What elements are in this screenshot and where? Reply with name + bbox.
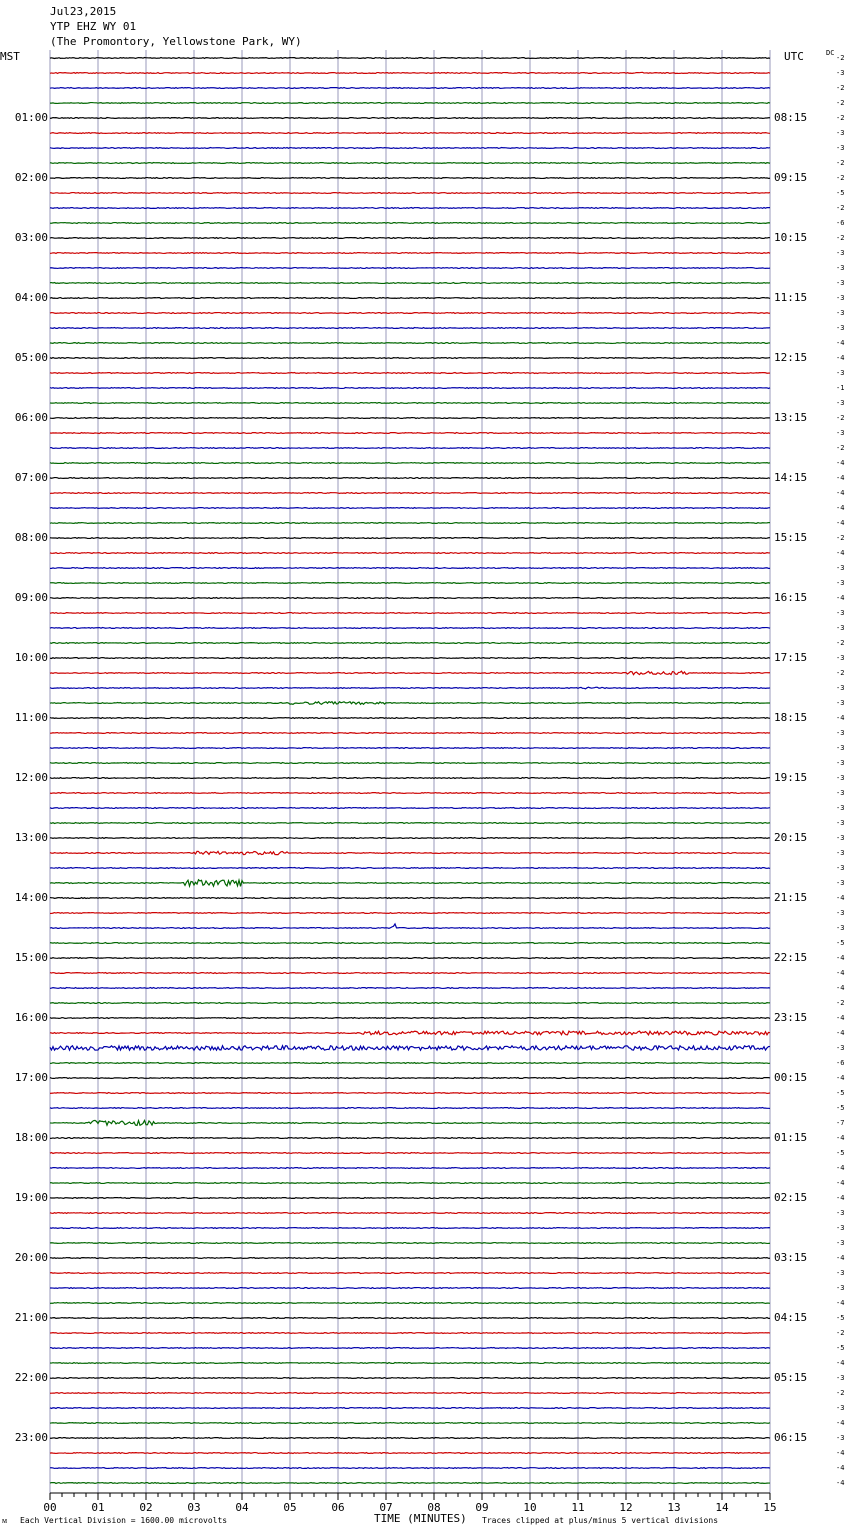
seismic-trace <box>50 808 770 809</box>
seismic-trace <box>50 418 770 419</box>
dc-offset-value: -2 <box>836 1389 845 1397</box>
time-tick-label: 13 <box>667 1501 681 1514</box>
seismic-trace <box>50 553 770 554</box>
seismic-trace <box>50 1288 770 1289</box>
seismic-trace <box>50 880 770 887</box>
dc-offset-value: -3 <box>836 1374 845 1382</box>
dc-offset-value: -3 <box>836 624 845 632</box>
hour-label-local: 18:00 <box>14 1131 48 1144</box>
seismic-trace <box>50 343 770 344</box>
dc-offset-value: -4 <box>836 1254 845 1262</box>
dc-offset-value: -5 <box>836 939 845 947</box>
hour-label-utc: 12:15 <box>774 351 808 364</box>
dc-offset-value: -2 <box>836 84 845 92</box>
seismic-trace <box>50 493 770 494</box>
dc-offset-value: -3 <box>836 429 845 437</box>
seismic-trace <box>50 1198 770 1199</box>
dc-offset-value: -6 <box>836 1059 845 1067</box>
seismic-trace <box>50 72 770 73</box>
dc-offset-value: -4 <box>836 1449 845 1457</box>
time-tick-label: 07 <box>379 1501 393 1514</box>
dc-offset-value: -5 <box>836 1344 845 1352</box>
dc-offset-value: -3 <box>836 249 845 257</box>
hour-label-utc: 04:15 <box>774 1311 808 1324</box>
dc-offset-value: -3 <box>836 744 845 752</box>
seismic-trace <box>50 1120 770 1125</box>
hour-label-utc: 21:15 <box>774 891 808 904</box>
left-timezone-label: MST <box>0 50 20 63</box>
dc-offset-value: -3 <box>836 729 845 737</box>
seismic-trace <box>50 373 770 374</box>
hour-label-utc: 13:15 <box>774 411 808 424</box>
seismic-trace <box>50 1168 770 1169</box>
hour-label-local: 16:00 <box>14 1011 48 1024</box>
dc-offset-value: -4 <box>836 714 845 722</box>
dc-offset-value: -3 <box>836 684 845 692</box>
dc-offset-value: -3 <box>836 819 845 827</box>
seismic-trace <box>50 924 770 929</box>
time-tick-label: 01 <box>91 1501 105 1514</box>
hour-label-local: 19:00 <box>14 1191 48 1204</box>
seismic-trace <box>50 88 770 89</box>
hour-label-local: 04:00 <box>14 291 48 304</box>
seismic-trace <box>50 328 770 329</box>
seismic-trace <box>50 913 770 914</box>
dc-offset-value: -3 <box>836 264 845 272</box>
seismic-trace <box>50 718 770 719</box>
seismic-trace <box>50 943 770 944</box>
hour-label-utc: 08:15 <box>774 111 808 124</box>
time-tick-label: 10 <box>523 1501 537 1514</box>
right-timezone-label: UTC <box>784 50 804 63</box>
seismic-trace <box>50 448 770 449</box>
seismic-trace <box>50 1438 770 1439</box>
dc-offset-value: -2 <box>836 114 845 122</box>
dc-offset-value: -5 <box>836 189 845 197</box>
seismic-trace <box>50 268 770 269</box>
dc-offset-value: -3 <box>836 129 845 137</box>
time-tick-label: 05 <box>283 1501 297 1514</box>
hour-label-utc: 05:15 <box>774 1371 808 1384</box>
seismic-trace <box>50 763 770 764</box>
dc-offset-value: -2 <box>836 174 845 182</box>
hour-label-local: 07:00 <box>14 471 48 484</box>
seismic-trace <box>50 1243 770 1244</box>
dc-offset-value: -4 <box>836 489 845 497</box>
time-tick-label: 14 <box>715 1501 729 1514</box>
dc-offset-value: -2 <box>836 54 845 62</box>
dc-offset-value: -4 <box>836 1074 845 1082</box>
dc-offset-value: -2 <box>836 639 845 647</box>
dc-offset-value: -2 <box>836 999 845 1007</box>
dc-offset-value: -3 <box>836 1239 845 1247</box>
time-tick-label: 15 <box>763 1501 777 1514</box>
hour-label-local: 15:00 <box>14 951 48 964</box>
dc-offset-value: -3 <box>836 324 845 332</box>
dc-offset-value: -4 <box>836 1014 845 1022</box>
hour-label-utc: 03:15 <box>774 1251 808 1264</box>
dc-offset-header: DC <box>826 49 835 57</box>
seismic-trace <box>50 838 770 839</box>
seismic-trace <box>50 1333 770 1334</box>
hour-label-local: 01:00 <box>14 111 48 124</box>
dc-offset-value: -2 <box>836 99 845 107</box>
time-tick-label: 12 <box>619 1501 633 1514</box>
seismic-trace <box>50 733 770 734</box>
dc-offset-value: -3 <box>836 1269 845 1277</box>
hour-label-utc: 00:15 <box>774 1071 808 1084</box>
dc-offset-value: -4 <box>836 894 845 902</box>
record-date: Jul23,2015 <box>50 5 117 18</box>
seismic-trace <box>50 1273 770 1274</box>
seismic-trace <box>50 778 770 779</box>
seismic-trace <box>50 1363 770 1364</box>
seismic-trace <box>50 823 770 824</box>
hour-label-utc: 19:15 <box>774 771 808 784</box>
seismic-trace <box>50 1483 770 1484</box>
seismic-trace <box>50 538 770 539</box>
hour-label-utc: 15:15 <box>774 531 808 544</box>
seismic-trace <box>50 118 770 119</box>
seismic-trace <box>50 178 770 179</box>
hour-label-local: 22:00 <box>14 1371 48 1384</box>
dc-offset-value: -4 <box>836 354 845 362</box>
time-tick-label: 00 <box>43 1501 57 1514</box>
seismic-trace <box>50 868 770 869</box>
seismic-trace <box>50 1093 770 1094</box>
seismic-trace <box>50 238 770 239</box>
hour-label-utc: 01:15 <box>774 1131 808 1144</box>
dc-offset-value: -3 <box>836 909 845 917</box>
dc-offset-value: -3 <box>836 1404 845 1412</box>
dc-offset-value: -5 <box>836 1089 845 1097</box>
dc-offset-value: -4 <box>836 339 845 347</box>
dc-offset-value: -3 <box>836 789 845 797</box>
seismic-trace <box>50 298 770 299</box>
hour-label-local: 08:00 <box>14 531 48 544</box>
hour-label-utc: 06:15 <box>774 1431 808 1444</box>
seismic-trace <box>50 583 770 584</box>
dc-offset-value: -2 <box>836 444 845 452</box>
dc-offset-value: -4 <box>836 1419 845 1427</box>
station-location: (The Promontory, Yellowstone Park, WY) <box>50 35 302 48</box>
dc-offset-value: -3 <box>836 294 845 302</box>
dc-offset-value: -4 <box>836 984 845 992</box>
hour-label-local: 14:00 <box>14 891 48 904</box>
time-tick-label: 02 <box>139 1501 153 1514</box>
dc-offset-value: -4 <box>836 549 845 557</box>
time-tick-label: 08 <box>427 1501 441 1514</box>
hour-label-local: 11:00 <box>14 711 48 724</box>
dc-offset-value: -5 <box>836 1149 845 1157</box>
seismic-trace <box>50 658 770 659</box>
hour-label-utc: 16:15 <box>774 591 808 604</box>
dc-offset-value: -4 <box>836 1299 845 1307</box>
hour-label-local: 20:00 <box>14 1251 48 1264</box>
dc-offset-value: -3 <box>836 1209 845 1217</box>
dc-offset-value: -3 <box>836 699 845 707</box>
hour-label-local: 12:00 <box>14 771 48 784</box>
dc-offset-value: -2 <box>836 534 845 542</box>
dc-offset-value: -4 <box>836 459 845 467</box>
seismic-trace <box>50 433 770 434</box>
hour-label-utc: 02:15 <box>774 1191 808 1204</box>
seismic-trace <box>50 1108 770 1109</box>
seismic-trace <box>50 1183 770 1184</box>
dc-offset-value: -4 <box>836 1029 845 1037</box>
scale-note: Each Vertical Division = 1600.00 microvolts <box>20 1516 228 1525</box>
dc-offset-value: -4 <box>836 1479 845 1487</box>
dc-offset-value: -3 <box>836 609 845 617</box>
dc-offset-value: -3 <box>836 834 845 842</box>
dc-offset-value: -3 <box>836 1224 845 1232</box>
seismic-trace <box>50 523 770 524</box>
seismic-trace <box>50 358 770 359</box>
seismic-trace <box>50 1453 770 1454</box>
seismic-trace <box>50 1393 770 1394</box>
x-axis-title: TIME (MINUTES) <box>374 1512 467 1525</box>
hour-label-local: 02:00 <box>14 171 48 184</box>
seismic-trace <box>50 568 770 569</box>
hour-label-utc: 10:15 <box>774 231 808 244</box>
hour-label-utc: 09:15 <box>774 171 808 184</box>
dc-offset-value: -3 <box>836 309 845 317</box>
seismic-trace <box>50 1228 770 1229</box>
dc-offset-value: -3 <box>836 654 845 662</box>
dc-offset-value: -4 <box>836 1179 845 1187</box>
seismic-trace <box>50 1031 770 1035</box>
dc-offset-value: -4 <box>836 954 845 962</box>
time-tick-label: 03 <box>187 1501 201 1514</box>
dc-offset-value: -2 <box>836 234 845 242</box>
seismic-trace <box>50 283 770 284</box>
dc-offset-value: -3 <box>836 144 845 152</box>
seismic-trace <box>50 1078 770 1079</box>
dc-offset-value: -2 <box>836 1329 845 1337</box>
hour-label-utc: 11:15 <box>774 291 808 304</box>
dc-offset-value: -4 <box>836 1359 845 1367</box>
seismic-trace <box>50 1063 770 1064</box>
seismic-trace <box>50 193 770 194</box>
seismic-trace <box>50 1138 770 1139</box>
seismic-trace <box>50 598 770 599</box>
hour-label-local: 10:00 <box>14 651 48 664</box>
seismic-trace <box>50 133 770 134</box>
time-tick-label: 09 <box>475 1501 489 1514</box>
seismic-trace <box>50 208 770 209</box>
seismic-trace <box>50 1003 770 1004</box>
dc-offset-value: -6 <box>836 219 845 227</box>
dc-offset-value: -1 <box>836 384 845 392</box>
hour-label-utc: 20:15 <box>774 831 808 844</box>
hour-label-local: 23:00 <box>14 1431 48 1444</box>
seismic-trace <box>50 702 770 705</box>
seismic-trace <box>50 1213 770 1214</box>
clip-note: Traces clipped at plus/minus 5 vertical divisions <box>482 1516 719 1525</box>
dc-offset-value: -3 <box>836 1434 845 1442</box>
dc-offset-value: -2 <box>836 414 845 422</box>
seismic-trace <box>50 463 770 464</box>
dc-offset-value: -4 <box>836 504 845 512</box>
seismic-trace <box>50 388 770 389</box>
seismic-trace <box>50 508 770 509</box>
seismic-trace <box>50 687 770 689</box>
hour-label-local: 17:00 <box>14 1071 48 1084</box>
dc-offset-value: -3 <box>836 399 845 407</box>
seismic-trace <box>50 793 770 794</box>
dc-offset-value: -3 <box>836 879 845 887</box>
seismic-trace <box>50 671 770 674</box>
dc-offset-value: -2 <box>836 669 845 677</box>
seismic-trace <box>50 988 770 989</box>
hour-label-local: 09:00 <box>14 591 48 604</box>
seismic-trace <box>50 1018 770 1019</box>
seismic-trace <box>50 613 770 614</box>
dc-offset-value: -3 <box>836 564 845 572</box>
seismic-trace <box>50 103 770 104</box>
dc-offset-value: -4 <box>836 969 845 977</box>
hour-label-utc: 22:15 <box>774 951 808 964</box>
dc-offset-value: -3 <box>836 279 845 287</box>
seismic-trace <box>50 478 770 479</box>
seismic-trace <box>50 223 770 224</box>
seismic-trace <box>50 851 770 854</box>
dc-offset-value: -3 <box>836 924 845 932</box>
dc-offset-value: -4 <box>836 1134 845 1142</box>
seismic-trace <box>50 748 770 749</box>
seismic-trace <box>50 1423 770 1424</box>
seismic-trace <box>50 253 770 254</box>
station-code: YTP EHZ WY 01 <box>50 20 137 33</box>
dc-offset-value: -3 <box>836 1044 845 1052</box>
seismic-trace <box>50 1348 770 1349</box>
dc-offset-value: -3 <box>836 1284 845 1292</box>
hour-label-local: 05:00 <box>14 351 48 364</box>
seismic-trace <box>50 1468 770 1469</box>
seismic-trace <box>50 1378 770 1379</box>
seismic-trace <box>50 898 770 899</box>
seismic-trace <box>50 1258 770 1259</box>
dc-offset-value: -3 <box>836 864 845 872</box>
time-tick-label: 04 <box>235 1501 249 1514</box>
seismic-trace <box>50 958 770 959</box>
dc-offset-value: -3 <box>836 579 845 587</box>
hour-label-local: 13:00 <box>14 831 48 844</box>
time-tick-label: 11 <box>571 1501 585 1514</box>
seismic-trace <box>50 1303 770 1304</box>
corner-mark: ᴍ <box>2 1516 8 1525</box>
hour-label-local: 03:00 <box>14 231 48 244</box>
dc-offset-value: -4 <box>836 1464 845 1472</box>
dc-offset-value: -3 <box>836 849 845 857</box>
hour-label-utc: 17:15 <box>774 651 808 664</box>
seismic-trace <box>50 1408 770 1409</box>
dc-offset-value: -4 <box>836 594 845 602</box>
seismic-trace <box>50 1153 770 1154</box>
dc-offset-value: -5 <box>836 1314 845 1322</box>
seismic-trace <box>50 1318 770 1319</box>
dc-offset-value: -7 <box>836 1119 845 1127</box>
seismic-trace <box>50 973 770 974</box>
time-tick-label: 06 <box>331 1501 345 1514</box>
hour-label-utc: 18:15 <box>774 711 808 724</box>
dc-offset-value: -4 <box>836 1194 845 1202</box>
seismic-trace <box>50 643 770 644</box>
dc-offset-value: -4 <box>836 1164 845 1172</box>
dc-offset-value: -2 <box>836 159 845 167</box>
dc-offset-value: -4 <box>836 519 845 527</box>
dc-offset-value: -3 <box>836 774 845 782</box>
seismic-trace <box>50 148 770 149</box>
hour-label-local: 06:00 <box>14 411 48 424</box>
dc-offset-value: -3 <box>836 759 845 767</box>
seismic-trace <box>50 1046 770 1050</box>
seismic-trace <box>50 313 770 314</box>
seismic-trace <box>50 628 770 629</box>
dc-offset-value: -3 <box>836 804 845 812</box>
hour-label-utc: 23:15 <box>774 1011 808 1024</box>
seismic-trace <box>50 58 770 59</box>
dc-offset-value: -3 <box>836 369 845 377</box>
dc-offset-value: -2 <box>836 204 845 212</box>
seismic-trace <box>50 163 770 164</box>
dc-offset-value: -5 <box>836 1104 845 1112</box>
seismic-trace <box>50 403 770 404</box>
hour-label-local: 21:00 <box>14 1311 48 1324</box>
dc-offset-value: -4 <box>836 474 845 482</box>
hour-label-utc: 14:15 <box>774 471 808 484</box>
dc-offset-value: -3 <box>836 69 845 77</box>
